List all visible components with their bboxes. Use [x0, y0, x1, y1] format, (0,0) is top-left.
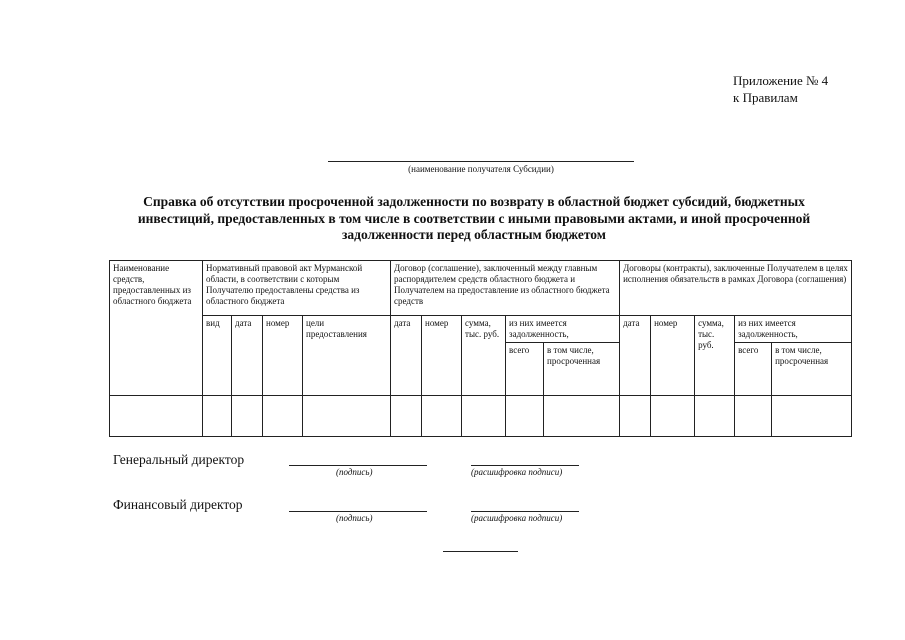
financial-director-label: Финансовый директор	[113, 497, 243, 512]
table-cell	[232, 396, 263, 437]
header-funds-name: Наименование средств, предоставленных из областного бюджета	[110, 261, 203, 396]
col-agreement-number: номер	[422, 316, 462, 396]
financial-director-signature-caption: (подпись)	[336, 513, 373, 523]
table-cell	[462, 396, 506, 437]
table-cell	[695, 396, 735, 437]
document-title: Справка об отсутствии просроченной задолженности по возврату в областной бюджет субсидий, бюджетных инвестиций, предоставленных в том числе в соответствии с иными правовыми актами, и иной просроченной задолженности перед областным бюджетом	[137, 194, 811, 242]
col-act-number: номер	[263, 316, 303, 396]
general-director-signature-line	[289, 465, 427, 466]
table-cell	[620, 396, 651, 437]
header-contracts: Договоры (контракты), заключенные Получателем в целях исполнения обязательств в рамках Договора (соглашения)	[620, 261, 852, 316]
col-contract-debt-total: всего	[735, 343, 772, 396]
col-act-date: дата	[232, 316, 263, 396]
col-contract-date: дата	[620, 316, 651, 396]
general-director-signature-caption: (подпись)	[336, 467, 373, 477]
col-agreement-sum: сумма, тыс. руб.	[462, 316, 506, 396]
appendix-rules: к Правилам	[733, 90, 798, 105]
financial-director-decoding-caption: (расшифровка подписи)	[471, 513, 563, 523]
financial-director-signature-line	[289, 511, 427, 512]
col-contract-number: номер	[651, 316, 695, 396]
col-agreement-debt-total: всего	[506, 343, 544, 396]
table-cell	[203, 396, 232, 437]
financial-director-decoding-line	[471, 511, 579, 512]
appendix-note	[733, 72, 828, 106]
table-cell	[651, 396, 695, 437]
col-act-purpose: цели предоставления	[303, 316, 391, 396]
table-cell	[391, 396, 422, 437]
table-cell	[544, 396, 620, 437]
table-cell	[110, 396, 203, 437]
appendix-number: Приложение № 4	[733, 73, 829, 88]
col-contract-debt-overdue: в том числе, просроченная	[772, 343, 852, 396]
table-row	[110, 396, 852, 437]
header-legal-act: Нормативный правовой акт Мурманской области, в соответствии с которым Получателю предоставлены средства из областного бюджета	[203, 261, 391, 316]
col-contract-debt: из них имеется задолженность,	[735, 316, 852, 343]
general-director-decoding-line	[471, 465, 579, 466]
table-cell	[735, 396, 772, 437]
debt-table	[109, 260, 852, 437]
col-agreement-date: дата	[391, 316, 422, 396]
col-agreement-debt: из них имеется задолженность,	[506, 316, 620, 343]
col-contract-sum: сумма, тыс. руб.	[695, 316, 735, 396]
table-cell	[263, 396, 303, 437]
table-cell	[506, 396, 544, 437]
table-cell	[303, 396, 391, 437]
table-cell	[772, 396, 852, 437]
col-agreement-debt-overdue: в том числе, просроченная	[544, 343, 620, 396]
bottom-divider	[443, 551, 518, 552]
col-act-type: вид	[203, 316, 232, 396]
general-director-decoding-caption: (расшифровка подписи)	[471, 467, 563, 477]
general-director-label: Генеральный директор	[113, 452, 245, 467]
recipient-caption: (наименование получателя Субсидии)	[408, 164, 554, 174]
recipient-name-line	[328, 161, 634, 162]
header-agreement: Договор (соглашение), заключенный между главным распорядителем средств областного бюджета и Получателем на предоставление из областного бюджета средств	[391, 261, 620, 316]
table-cell	[422, 396, 462, 437]
